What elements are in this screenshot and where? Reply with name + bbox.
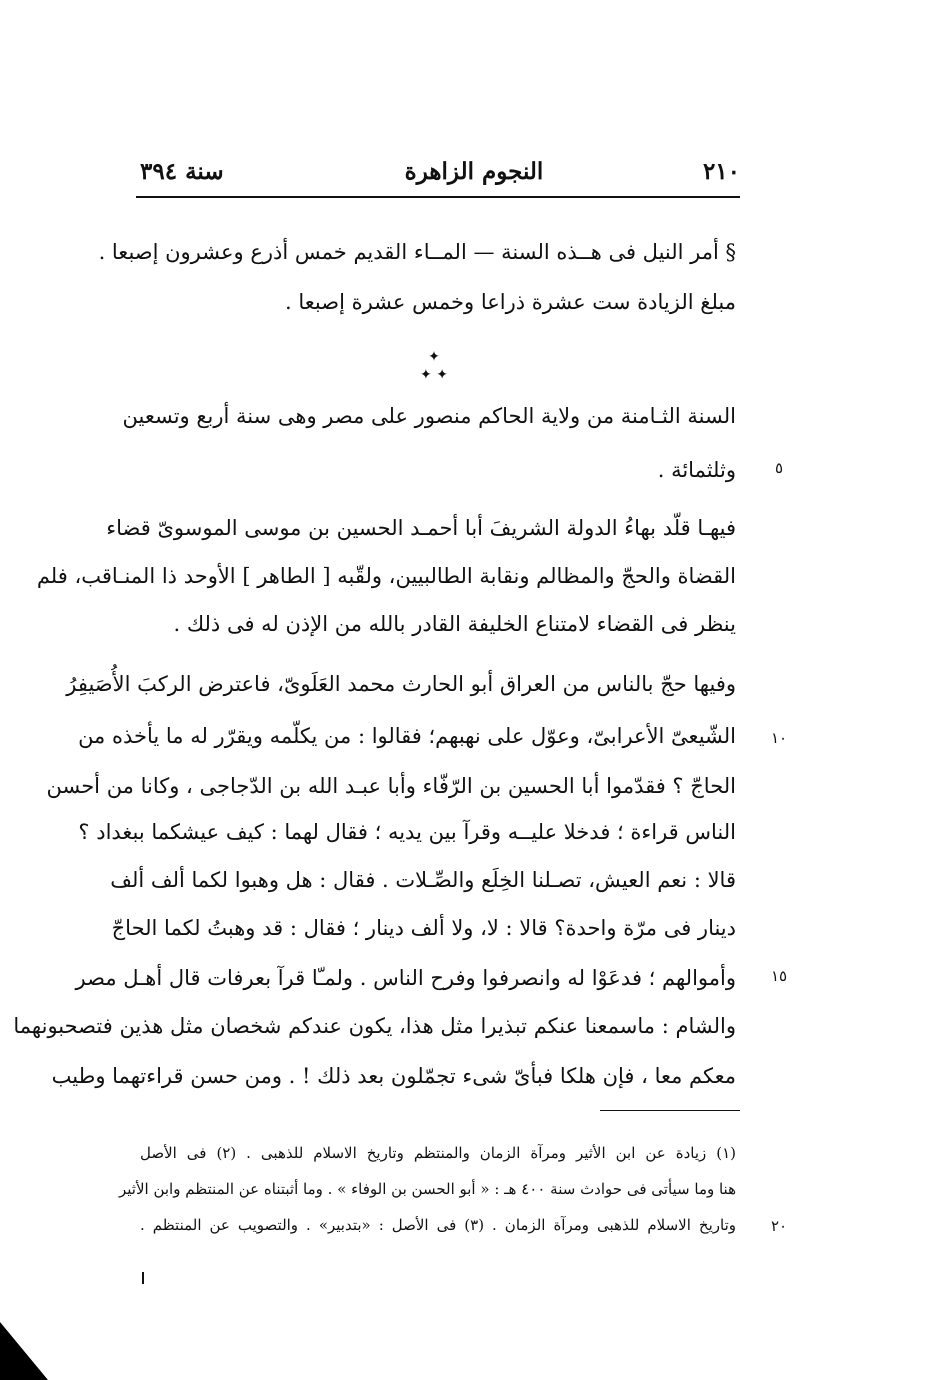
para2-line-6: دينار فى مرّة واحدة؟ قالا : لا، ولا ألف دينار ؛ فقال : قد وهبتُ لكما الحاجّ — [111, 916, 736, 940]
para1-line-3: ينظر فى القضاء لامتناع الخليفة القادر بالله من الإذن له فى ذلك . — [173, 612, 736, 636]
para2-line-8: والشام : ماسمعنا عنكم تبذيرا مثل هذا، يكون عندكم شخصان مثل هذين فتصحبونهما — [13, 1014, 736, 1038]
para2-line-4: الناس قراءة ؛ فدخلا عليــه وقرآ بين يديه ؛ فقال لهما : كيف عيشكما ببغداد ؟ — [78, 820, 736, 844]
page-number: ٢١٠ — [702, 158, 740, 185]
running-title: النجوم الزاهرة — [404, 158, 544, 185]
footnote-line-2: هنا وما سيأتى فى حوادث سنة ٤٠٠ هـ : « أبو الحسن بن الوفاء » . وما أثبتناه عن المنتظم وابن الأثير — [119, 1180, 736, 1198]
year-heading-line-2: وثلثمائة . — [657, 458, 736, 482]
line-number-20: ٢٠ — [770, 1217, 788, 1235]
para1-line-2: القضاة والحجّ والمظالم ونقابة الطالبيين، ولقّبه [ الطاهر ] الأوحد ذا المنـاقب، فلم — [36, 564, 736, 588]
footnote-line-1: (١) زيادة عن ابن الأثير ومرآة الزمان والمنتظم وتاريخ الاسلام للذهبى . (٢) فى الأصل — [140, 1144, 736, 1162]
nile-line-2: مبلغ الزيادة ست عشرة ذراعا وخمس عشرة إصبعا . — [285, 290, 736, 314]
para2-line-2: الشّيعىّ الأعرابىّ، وعوّل على نهبهم؛ فقالوا : من يكلّمه ويقرّر له ما يأخذه من — [78, 724, 736, 748]
scan-corner-shadow — [0, 1322, 48, 1380]
section-ornament-row: ✦ ✦ — [420, 367, 448, 383]
footnote-rule — [600, 1110, 740, 1111]
running-year: سنة ٣٩٤ — [140, 158, 224, 185]
para2-line-5: قالا : نعم العيش، تصـلنا الخِلَع والصِّـلات . فقال : هل وهبوا لكما ألف ألف — [110, 868, 736, 892]
line-number-15: ١٥ — [770, 967, 788, 985]
footnote-line-3: وتاريخ الاسلام للذهبى ومرآة الزمان . (٣) فى الأصل : «بتدبير» . والتصويب عن المنتظم . — [140, 1216, 736, 1234]
header-rule — [136, 196, 740, 198]
para2-line-7: وأموالهم ؛ فدعَوْا له وانصرفوا وفرح الناس . ولمـّا قرآ بعرفات قال أهـل مصر — [75, 966, 736, 990]
nile-line-1: § أمر النيل فى هــذه السنة — المــاء القديم خمس أذرع وعشرون إصبعا . — [98, 240, 736, 264]
line-number-10: ١٠ — [770, 729, 788, 747]
para2-line-9: معكم معا ، فإن هلكا فبأىّ شىء تجمّلون بعد ذلك ! . ومن حسن قراءتهما وطيب — [51, 1064, 736, 1088]
para1-line-1: فيهـا قلّد بهاءُ الدولة الشريفَ أبا أحمـد الحسين بن موسى الموسوىّ قضاء — [106, 516, 736, 540]
year-heading-line-1: السنة الثـامنة من ولاية الحاكم منصور على مصر وهى سنة أربع وتسعين — [122, 404, 736, 428]
para2-line-1: وفيها حجّ بالناس من العراق أبو الحارث محمد العَلَوىّ، فاعترض الركبَ الأُصَيفِرُ — [66, 672, 736, 696]
para2-line-3: الحاجّ ؟ فقدّموا أبا الحسين بن الرّفّاء وأبا عبـد الله بن الدّجاجى ، وكانا من أحسن — [46, 774, 736, 798]
scan-mark — [142, 1272, 144, 1284]
line-number-5: ٥ — [774, 459, 784, 477]
section-ornament: ✦ — [428, 349, 440, 365]
